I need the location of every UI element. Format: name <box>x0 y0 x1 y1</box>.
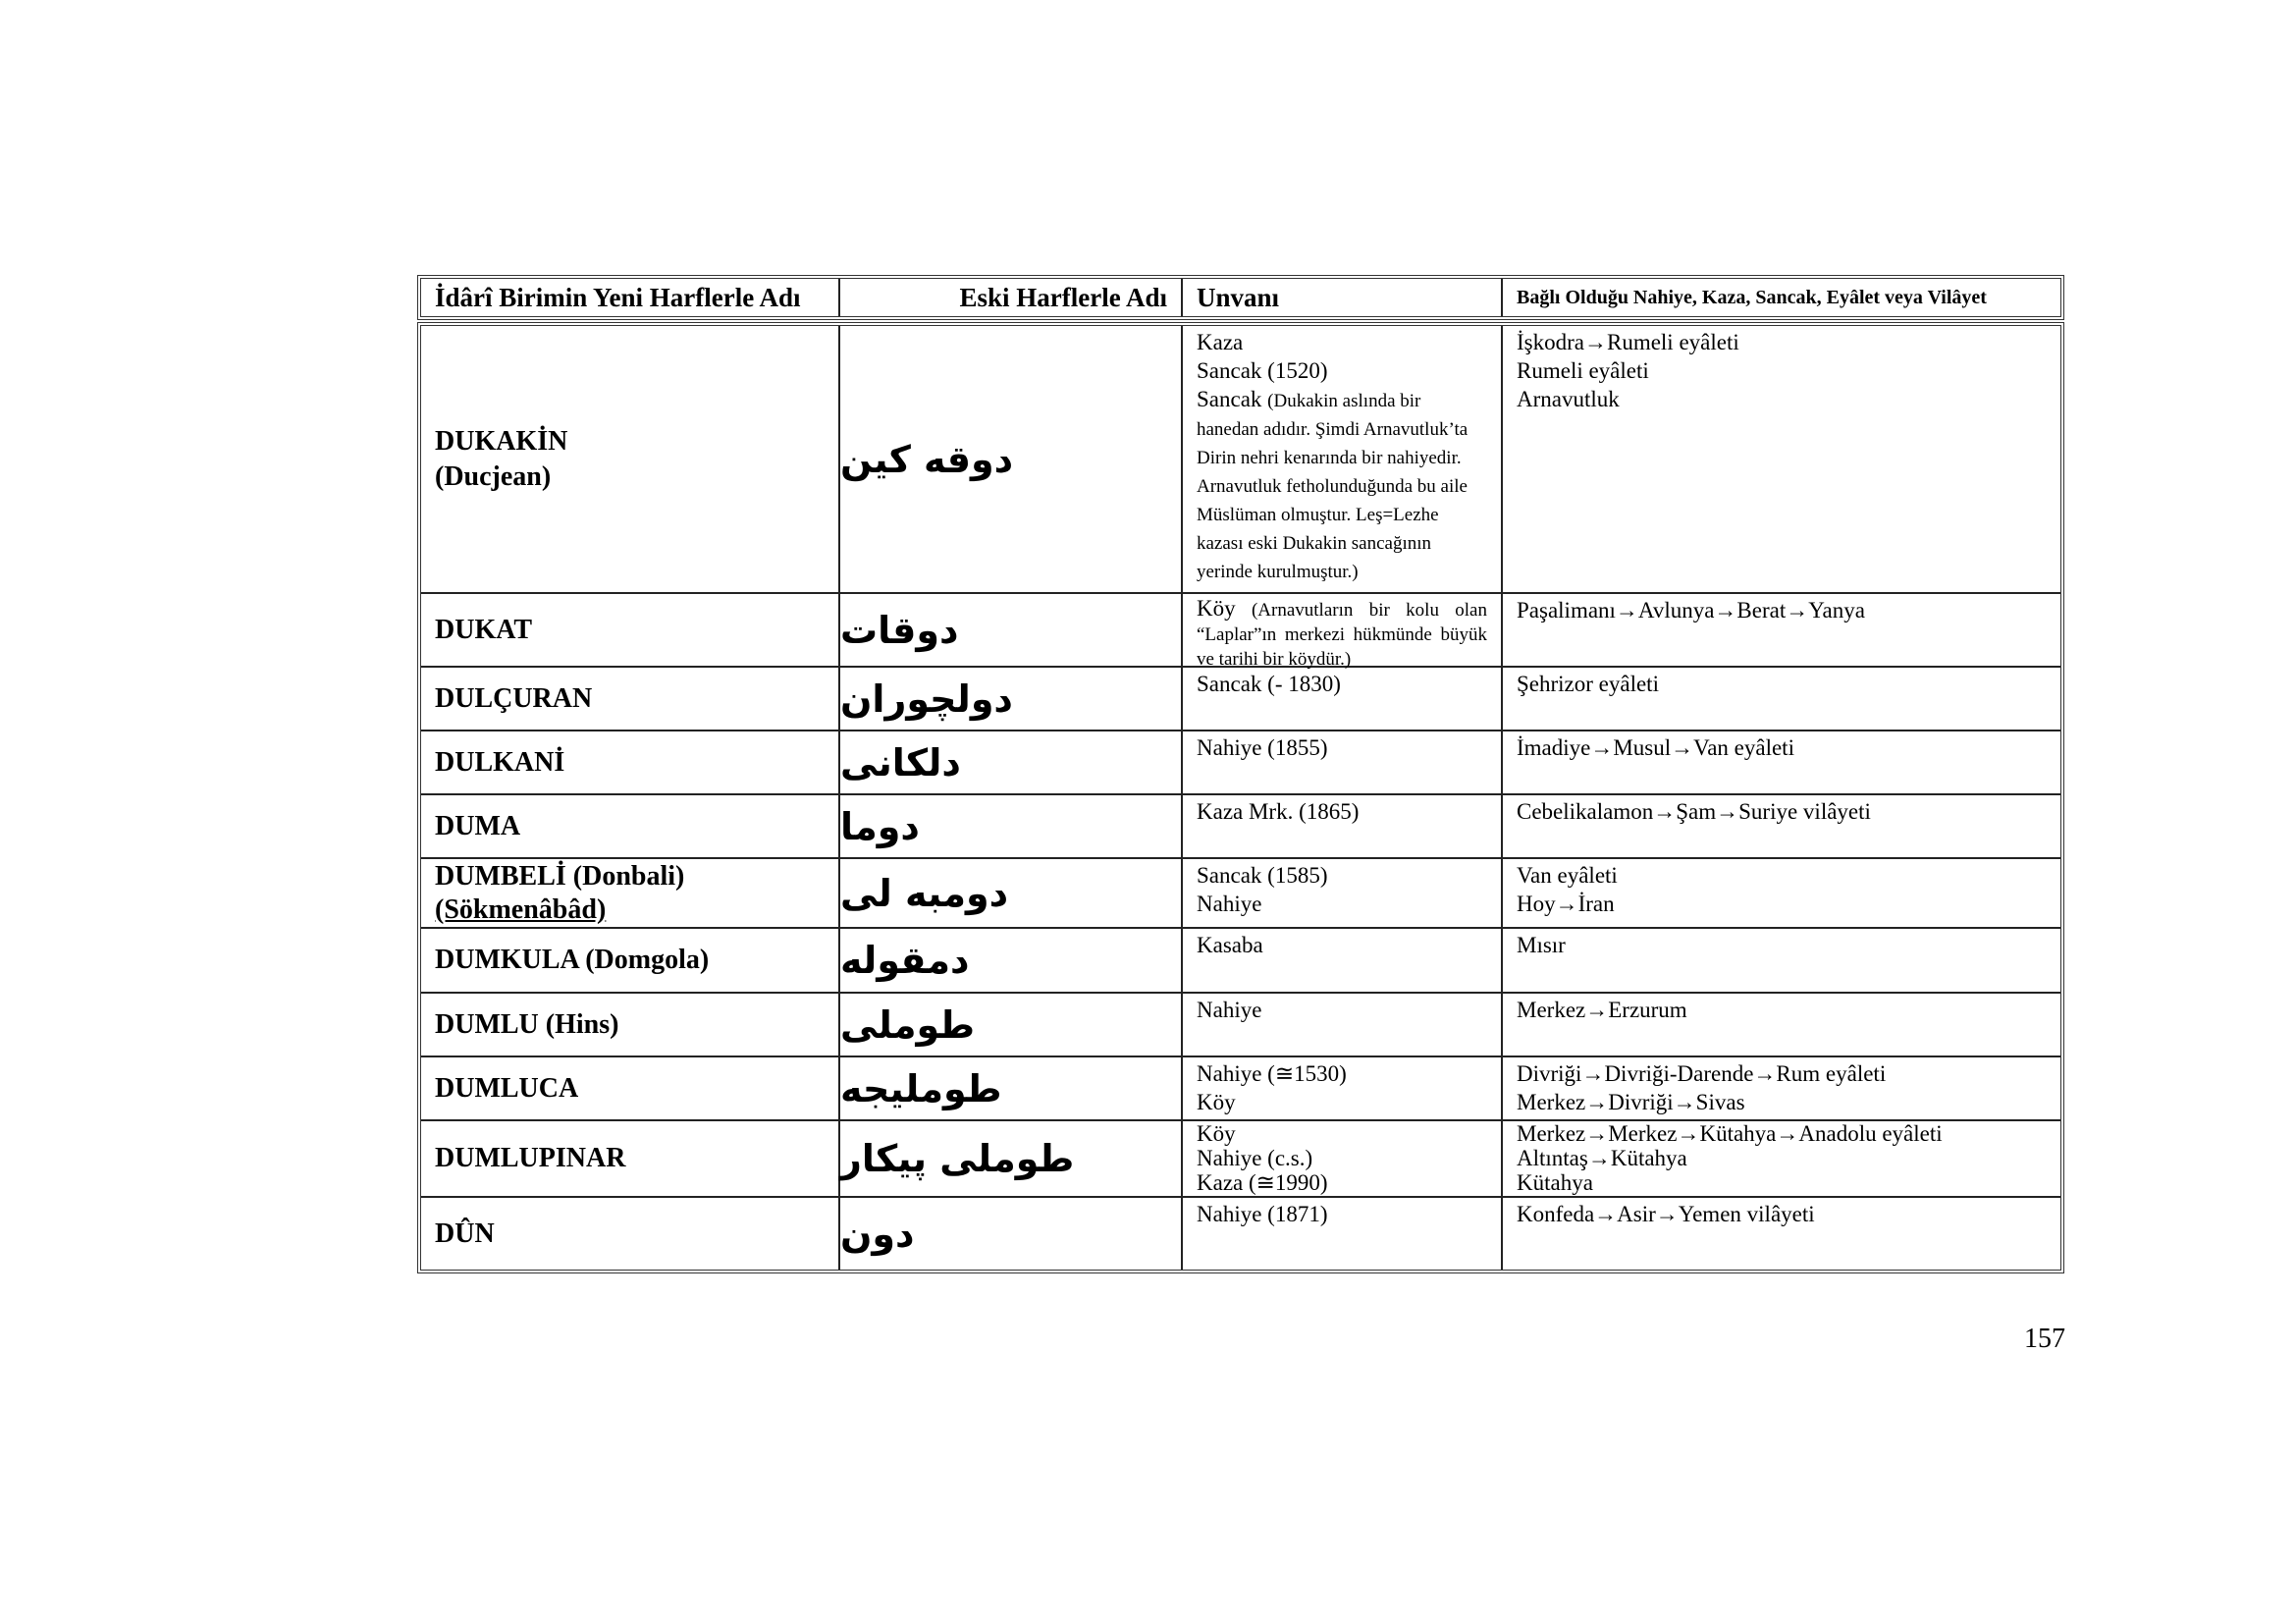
header-new-name: İdârî Birimin Yeni Harflerle Adı <box>421 279 840 316</box>
title-cell <box>1183 994 1503 1056</box>
table-row <box>421 795 2060 859</box>
title-line: Sancak (1585) <box>1197 863 1328 888</box>
header-title: Unvanı <box>1183 279 1503 316</box>
table-row <box>421 594 2060 668</box>
new-name: DUMLU (Hins) <box>435 1008 619 1040</box>
table-row <box>421 859 2060 929</box>
title-line: Köy <box>1197 1121 1236 1146</box>
new-name-cell <box>421 594 840 666</box>
affiliation-cell <box>1503 731 2060 793</box>
affiliation-line: Konfeda→Asir→Yemen vilâyeti <box>1517 1202 1815 1226</box>
new-name-cell <box>421 859 840 927</box>
title-line: Köy <box>1197 1090 1236 1114</box>
title-line: Sancak (- 1830) <box>1197 672 1341 696</box>
title-cell <box>1183 668 1503 730</box>
affiliation-line: Kütahya <box>1517 1170 1593 1195</box>
table-row <box>421 929 2060 994</box>
admin-units-table <box>417 322 2064 1273</box>
affiliation-cell <box>1503 326 2060 592</box>
new-name: DUKAKİN <box>435 425 568 457</box>
affiliation-line: Altıntaş→Kütahya <box>1517 1146 1687 1170</box>
title-cell <box>1183 859 1503 927</box>
new-name-cell <box>421 929 840 992</box>
new-name-cell <box>421 1198 840 1270</box>
new-name-cell <box>421 668 840 730</box>
title-cell <box>1183 795 1503 857</box>
new-name-cell <box>421 1057 840 1119</box>
title-line: Kaza Mrk. (1865) <box>1197 799 1360 824</box>
title-cell <box>1183 929 1503 992</box>
new-name-cell <box>421 795 840 857</box>
new-name: DUKAT <box>435 614 533 645</box>
title-line: Nahiye <box>1197 892 1262 916</box>
title-line: Sancak (1520) <box>1197 358 1328 383</box>
title-line: Kasaba <box>1197 933 1263 957</box>
title-cell <box>1183 1121 1503 1196</box>
new-name: DULKANİ <box>435 746 565 778</box>
new-name: DULÇURAN <box>435 682 593 714</box>
ottoman-name: طوملى <box>840 994 1183 1056</box>
affiliation-line: Van eyâleti <box>1517 863 1618 888</box>
affiliation-line: Divriği→Divriği-Darende→Rum eyâleti <box>1517 1061 1887 1086</box>
ottoman-name: دوقه كين <box>840 326 1183 592</box>
table-row <box>421 994 2060 1057</box>
affiliation-line: Şehrizor eyâleti <box>1517 672 1659 696</box>
title-line: Nahiye (1871) <box>1197 1202 1328 1226</box>
title-note-lead: Köy <box>1197 596 1236 621</box>
new-name-cell <box>421 994 840 1056</box>
title-cell <box>1183 1057 1503 1119</box>
ottoman-name: دولچوران <box>840 668 1183 730</box>
affiliation-cell <box>1503 1057 2060 1119</box>
title-line: Kaza <box>1197 330 1244 354</box>
affiliation-line: Paşalimanı→Avlunya→Berat→Yanya <box>1517 598 1865 623</box>
affiliation-line: Merkez→Erzurum <box>1517 998 1687 1022</box>
ottoman-name: دون <box>840 1198 1183 1270</box>
affiliation-line: Arnavutluk <box>1517 387 1620 411</box>
ottoman-name: دلكانى <box>840 731 1183 793</box>
new-name: DUMBELİ (Donbali) <box>435 860 685 892</box>
table-header <box>417 275 2064 320</box>
header-affiliation: Bağlı Olduğu Nahiye, Kaza, Sancak, Eyâlet veya Vilâyet <box>1517 286 1987 308</box>
title-line: Nahiye (1855) <box>1197 735 1328 760</box>
affiliation-cell <box>1503 929 2060 992</box>
affiliation-cell <box>1503 1198 2060 1270</box>
new-name: DUMA <box>435 810 521 841</box>
ottoman-name: دومبه لى <box>840 859 1183 927</box>
affiliation-line: Hoy→İran <box>1517 892 1615 916</box>
new-name-alt: (Sökmenâbâd) <box>435 893 607 925</box>
ottoman-name: طومليجه <box>840 1057 1183 1119</box>
new-name: DUMLUCA <box>435 1072 579 1104</box>
title-cell <box>1183 1198 1503 1270</box>
affiliation-line: Cebelikalamon→Şam→Suriye vilâyeti <box>1517 799 1871 824</box>
title-note: (Arnavutların bir kolu olan “Laplar”ın merkezi hükmünde büyük ve tarihi bir köydür.) <box>1197 600 1487 670</box>
affiliation-cell <box>1503 859 2060 927</box>
ottoman-name: دوقات <box>840 594 1183 666</box>
affiliation-line: İşkodra→Rumeli eyâleti <box>1517 330 1739 354</box>
affiliation-line: Merkez→Divriği→Sivas <box>1517 1090 1745 1114</box>
table-row <box>421 668 2060 731</box>
new-name: DUMLUPINAR <box>435 1143 626 1173</box>
affiliation-cell <box>1503 594 2060 666</box>
header-old-name: Eski Harflerle Adı <box>840 279 1183 316</box>
new-name-cell <box>421 326 840 592</box>
affiliation-cell <box>1503 1121 2060 1196</box>
title-cell <box>1183 594 1503 670</box>
table-row <box>421 1121 2060 1198</box>
title-line: Kaza (≅1990) <box>1197 1170 1328 1195</box>
affiliation-line: Merkez→Merkez→Kütahya→Anadolu eyâleti <box>1517 1121 1943 1146</box>
affiliation-cell <box>1503 795 2060 857</box>
title-line: Nahiye (≅1530) <box>1197 1061 1347 1086</box>
title-note: (Dukakin aslında bir hanedan adıdır. Şimdi Arnavutluk’ta Dirin nehri kenarında bir nahiyedir. Arnavutluk fetholunduğunda bu aile Müslüman olmuştur. Leş=Lezhe kazası eski Dukakin sancağının yerinde kurulmuştur.) <box>1197 391 1468 582</box>
title-note-lead: Sancak <box>1197 387 1262 411</box>
table-row <box>421 731 2060 795</box>
page-number: 157 <box>2024 1324 2065 1354</box>
affiliation-line: Mısır <box>1517 933 1566 957</box>
affiliation-line: İmadiye→Musul→Van eyâleti <box>1517 735 1794 760</box>
new-name-cell <box>421 1121 840 1196</box>
ottoman-name: طوملى پيكار <box>840 1121 1183 1196</box>
table-row <box>421 326 2060 594</box>
affiliation-cell <box>1503 668 2060 730</box>
new-name-alt: (Ducjean) <box>435 460 552 492</box>
new-name: DUMKULA (Domgola) <box>435 945 710 975</box>
title-line: Nahiye (c.s.) <box>1197 1146 1313 1170</box>
title-cell <box>1183 326 1503 592</box>
table-row <box>421 1198 2060 1270</box>
title-line: Nahiye <box>1197 998 1262 1022</box>
title-cell <box>1183 731 1503 793</box>
ottoman-name: دوما <box>840 795 1183 857</box>
affiliation-cell <box>1503 994 2060 1056</box>
ottoman-name: دمقوله <box>840 929 1183 992</box>
new-name-cell <box>421 731 840 793</box>
affiliation-line: Rumeli eyâleti <box>1517 358 1649 383</box>
table-row <box>421 1057 2060 1121</box>
new-name: DÛN <box>435 1218 495 1249</box>
